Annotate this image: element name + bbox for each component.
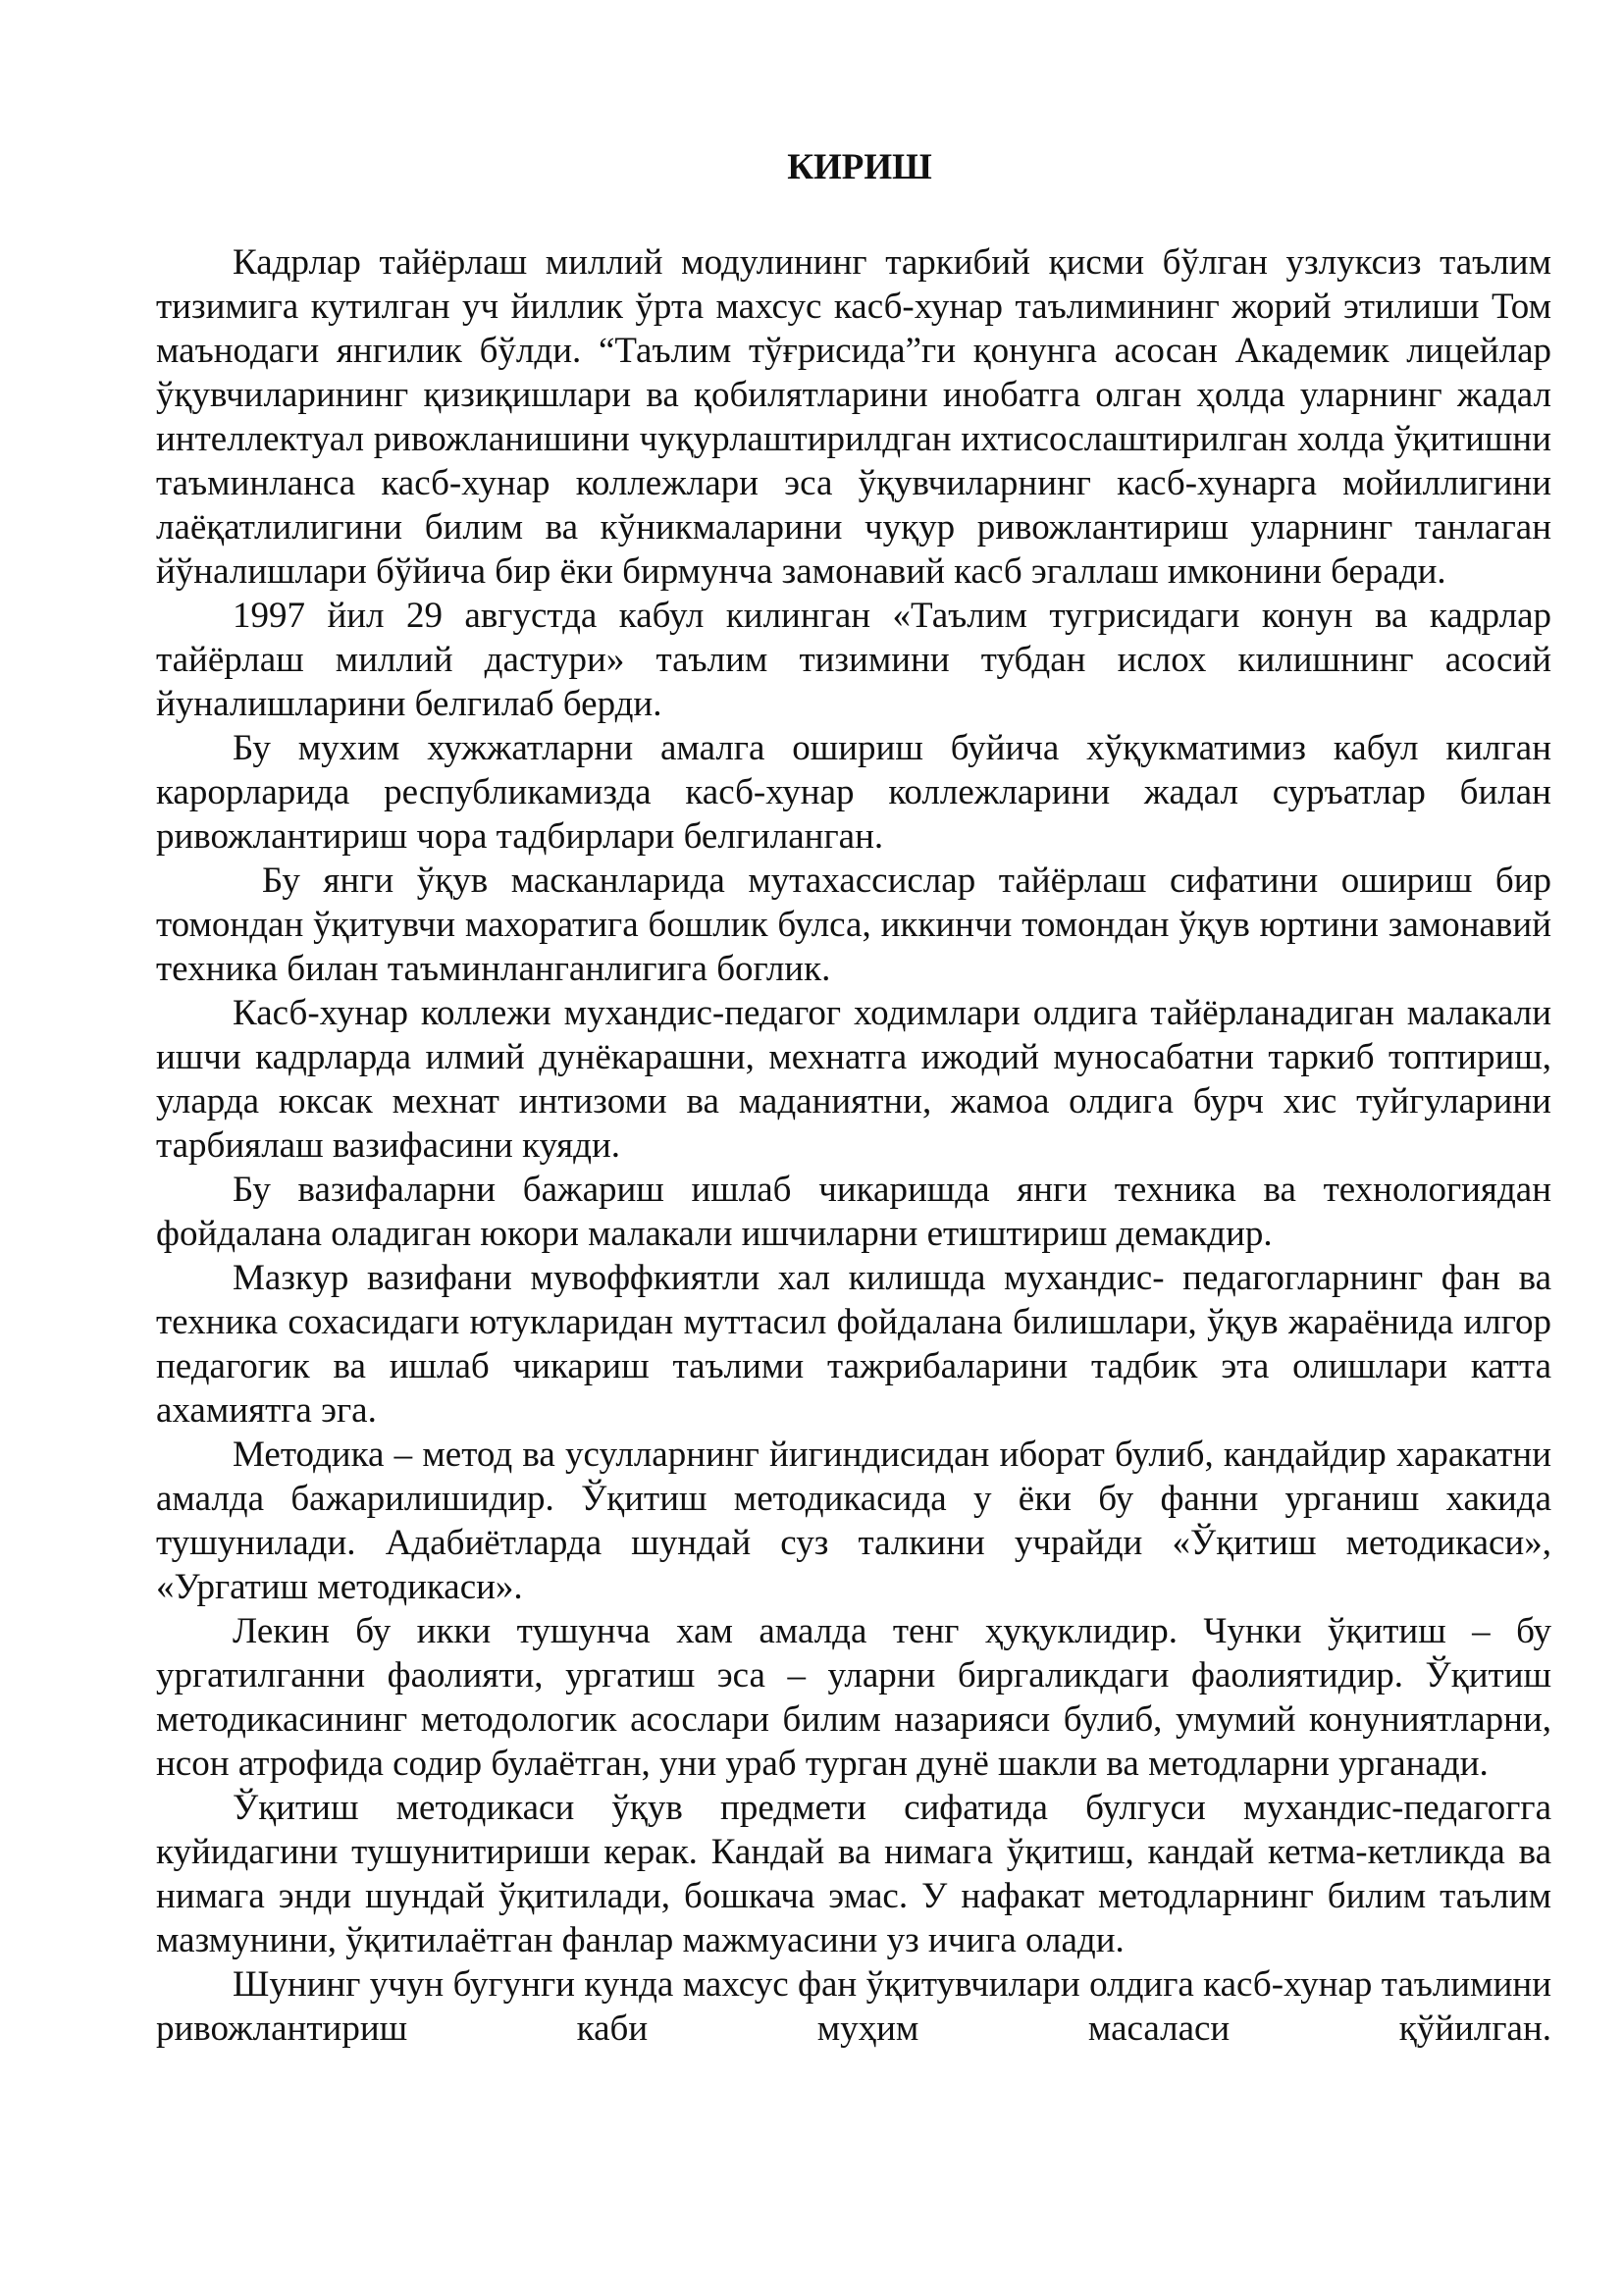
paragraph-1: Кадрлар тайёрлаш миллий модулининг таркибий қисми бўлган узлуксиз таълим тизимига кутилган уч йиллик ўрта махсус касб-хунар таълимининг жорий этилиши Том маънодаги янгилик бўлди. “Таълим тўғрисида”ги қонунга асосан Академик лицейлар ўқувчиларининг қизиқишлари ва қобилятларини инобатга олган ҳолда уларнинг жадал интеллектуал ривожланишини чуқурлаштирилдган ихтисослаштирилган холда ўқитишни таъминланса касб-хунар коллежлари эса ўқувчиларнинг касб-хунарга мойиллигини лаёқатлилигини билим ва кўникмаларини чуқур ривожлантириш уларнинг танлаган йўналишлари бўйича бир ёки бирмунча замонавий касб эгаллаш имконини беради.	[156, 242, 1551, 592]
document-title: КИРИШ	[787, 147, 932, 187]
paragraph-5: Касб-хунар коллежи мухандис-педагог ходимлари олдига тайёрланадиган малакали ишчи кадрларда илмий дунёкарашни, мехнатга ижодий муносабатни таркиб топтириш, уларда юксак мехнат интизоми ва маданиятни, жамоа олдига бурч хис туйгуларини тарбиялаш вазифасини куяди.	[156, 993, 1551, 1166]
paragraph-9: Лекин бу икки тушунча хам амалда тенг ҳуқуклидир. Чунки ўқитиш – бу ургатилганни фаолияти, ургатиш эса – уларни биргаликдаги фаолиятидир. Ўқитиш методикасининг методологик асослари билим назарияси булиб, умумий конуниятларни, нсон атрофида содир булаётган, уни ураб турган дунё шакли ва методларни урганади.	[156, 1611, 1551, 1784]
paragraph-4: Бу янги ўқув масканларида мутахассислар тайёрлаш сифатини ошириш бир томондан ўқитувчи махоратига бошлик булса, иккинчи томондан ўқув юртини замонавий техника билан таъминланганлигига боглик.	[156, 861, 1551, 989]
document-page	[156, 145, 1551, 2051]
paragraph-6: Бу вазифаларни бажариш ишлаб чикаришда янги техника ва технологиядан фойдалана оладиган юкори малакали ишчиларни етиштириш демакдир.	[156, 1170, 1551, 1254]
paragraph-7: Мазкур вазифани мувоффкиятли хал килишда мухандис- педагогларнинг фан ва техника сохасидаги ютукларидан муттасил фойдалана билишлари, ўқув жараёнида илгор педагогик ва ишлаб чикариш таълими тажрибаларини тадбик эта олишлари катта ахамиятга эга.	[156, 1258, 1551, 1431]
paragraph-8: Методика – метод ва усулларнинг йигиндисидан иборат булиб, кандайдир харакатни амалда бажарилишидир. Ўқитиш методикасида у ёки бу фанни урганиш хакида тушунилади. Адабиётларда шундай суз талкини учрайди «Ўқитиш методикаси», «Ургатиш методикаси».	[156, 1435, 1551, 1607]
paragraph-11: Шунинг учун бугунги кунда махсус фан ўқитувчилари олдига касб-хунар таълимини ривожлантириш каби муҳим масаласи қўйилган.	[156, 1964, 1551, 2049]
paragraph-2: 1997 йил 29 августда кабул килинган «Таълим тугрисидаги конун ва кадрлар тайёрлаш миллий дастури» таълим тизимини тубдан ислох килишнинг асосий йуналишларини белгилаб берди.	[156, 596, 1551, 724]
paragraph-3: Бу мухим хужжатларни амалга ошириш буйича хўқукматимиз кабул килган карорларида республикамизда касб-хунар коллежларини жадал суръатлар билан ривожлантириш чора тадбирлари белгиланган.	[156, 728, 1551, 857]
paragraph-10: Ўқитиш методикаси ўқув предмети сифатида булгуси мухандис-педагогга куйидагини тушунитириши керак. Кандай ва нимага ўқитиш, кандай кетма-кетликда ва нимага энди шундай ўқитилади, бошкача эмас. У нафакат методларнинг билим таълим мазмунини, ўқитилаётган фанлар мажмуасини уз ичига олади.	[156, 1788, 1551, 1960]
